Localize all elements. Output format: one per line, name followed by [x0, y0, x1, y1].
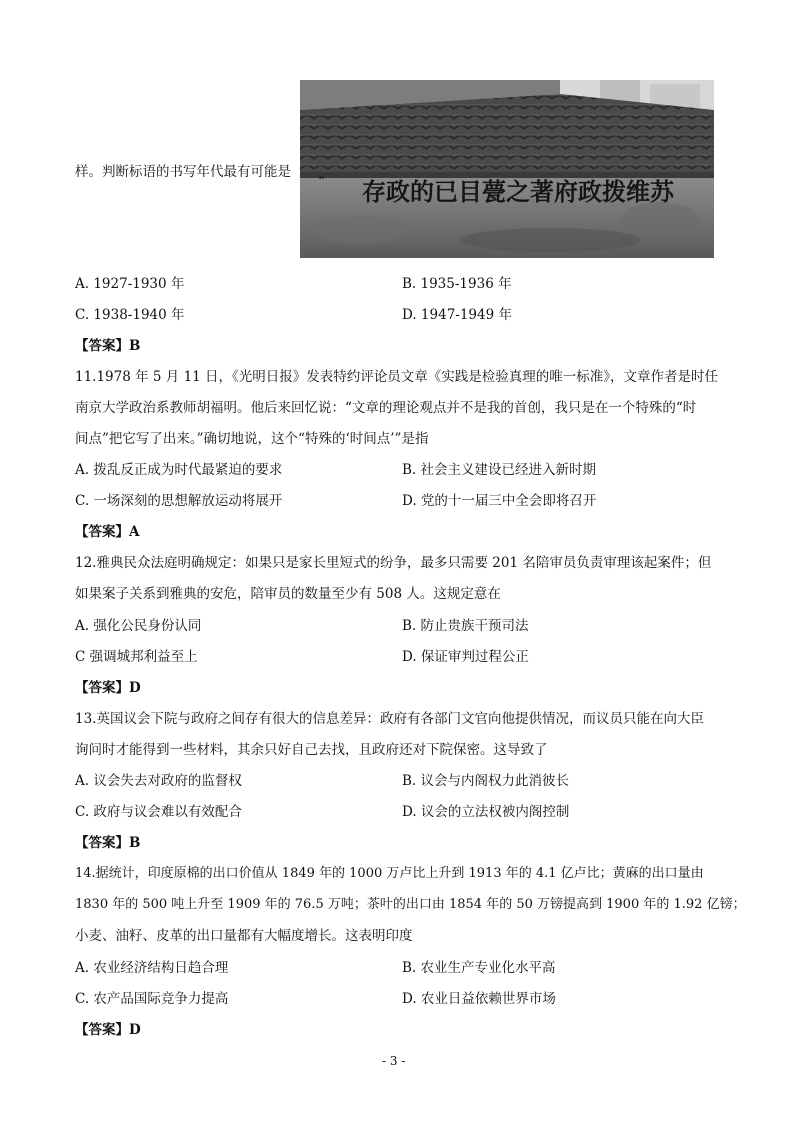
slogan-photo-image — [300, 80, 714, 258]
q10-option-b: B. 1935-1936 年 — [402, 276, 512, 292]
q12-option-d: D. 保证审判过程公正 — [402, 649, 529, 665]
q13-option-d: D. 议会的立法权被内阁控制 — [402, 804, 570, 820]
q11-option-a: A. 拨乱反正成为时代最紧迫的要求 — [75, 462, 283, 478]
q11-option-b: B. 社会主义建设已经进入新时期 — [402, 462, 597, 478]
q11-stem-line-1: 11.1978 年 5 月 11 日，《光明日报》发表特约评论员文章《实践是检验真理的唯一标准》，文章作者是时任 — [75, 369, 719, 385]
q11-answer: 【答案】A — [75, 524, 140, 540]
slogan-photo — [300, 80, 714, 258]
q12-stem-line-1: 12.雅典民众法庭明确规定：如果只是家长里短式的纷争，最多只需要 201 名陪审员负责审理该起案件；但 — [75, 555, 712, 571]
q12-stem-line-2: 如果案子关系到雅典的安危，陪审员的数量至少有 508 人。这规定意在 — [75, 586, 501, 602]
question-10-stem-tail: 样。判断标语的书写年代最有可能是 — [75, 164, 291, 180]
q12-option-b: B. 防止贵族干预司法 — [402, 618, 529, 634]
q13-option-c: C. 政府与议会难以有效配合 — [75, 804, 242, 820]
q10-option-c: C. 1938-1940 年 — [75, 307, 185, 323]
q14-option-c: C. 农产品国际竞争力提高 — [75, 991, 229, 1007]
q14-stem-line-2: 1830 年的 500 吨上升至 1909 年的 76.5 万吨；茶叶的出口由 1854 年的 50 万镑提高到 1900 年的 1.92 亿镑； — [75, 897, 746, 912]
q14-option-a: A. 农业经济结构日趋合理 — [75, 960, 229, 976]
q12-option-a: A. 强化公民身份认同 — [75, 618, 202, 634]
q13-answer: 【答案】B — [75, 835, 141, 851]
q11-stem-line-3: 间点”把它写了出来。”确切地说，这个“特殊的‘时间点’”是指 — [75, 431, 429, 447]
q12-option-c: C 强调城邦利益至上 — [75, 649, 198, 665]
q10-option-a: A. 1927-1930 年 — [75, 276, 185, 292]
q13-stem-line-2: 询问时才能得到一些材料，其余只好自己去找，且政府还对下院保密。这导致了 — [75, 742, 548, 758]
q12-answer: 【答案】D — [75, 680, 141, 696]
slogan-text: 存政的已目甍之著府政拨维苏 — [362, 177, 674, 206]
q14-stem-line-3: 小麦、油籽、皮革的出口量都有大幅度增长。这表明印度 — [75, 928, 413, 944]
q14-option-d: D. 农业日益依赖世界市场 — [402, 991, 556, 1007]
svg-text:“: “ — [318, 174, 326, 190]
q11-option-c: C. 一场深刻的思想解放运动将展开 — [75, 493, 283, 509]
q11-stem-line-2: 南京大学政治系教师胡福明。他后来回忆说：“文章的理论观点并不是我的首创，我只是在一个特殊的“时 — [75, 400, 697, 416]
q11-option-d: D. 党的十一届三中全会即将召开 — [402, 493, 597, 509]
q14-answer: 【答案】D — [75, 1022, 141, 1038]
q14-option-b: B. 农业生产专业化水平高 — [402, 960, 556, 976]
page-number: - 3 - — [382, 1054, 406, 1068]
q13-option-b: B. 议会与内阁权力此消彼长 — [402, 773, 570, 789]
q10-option-d: D. 1947-1949 年 — [402, 307, 512, 323]
q14-stem-line-1: 14.据统计，印度原棉的出口价值从 1849 年的 1000 万卢比上升到 1913 年的 4.1 亿卢比；黄麻的出口量由 — [75, 866, 704, 881]
q13-stem-line-1: 13.英国议会下院与政府之间存有很大的信息差异：政府有各部门文官向他提供情况，而议员只能在向大臣 — [75, 711, 704, 727]
q13-option-a: A. 议会失去对政府的监督权 — [75, 773, 242, 789]
q10-answer: 【答案】B — [75, 338, 141, 354]
